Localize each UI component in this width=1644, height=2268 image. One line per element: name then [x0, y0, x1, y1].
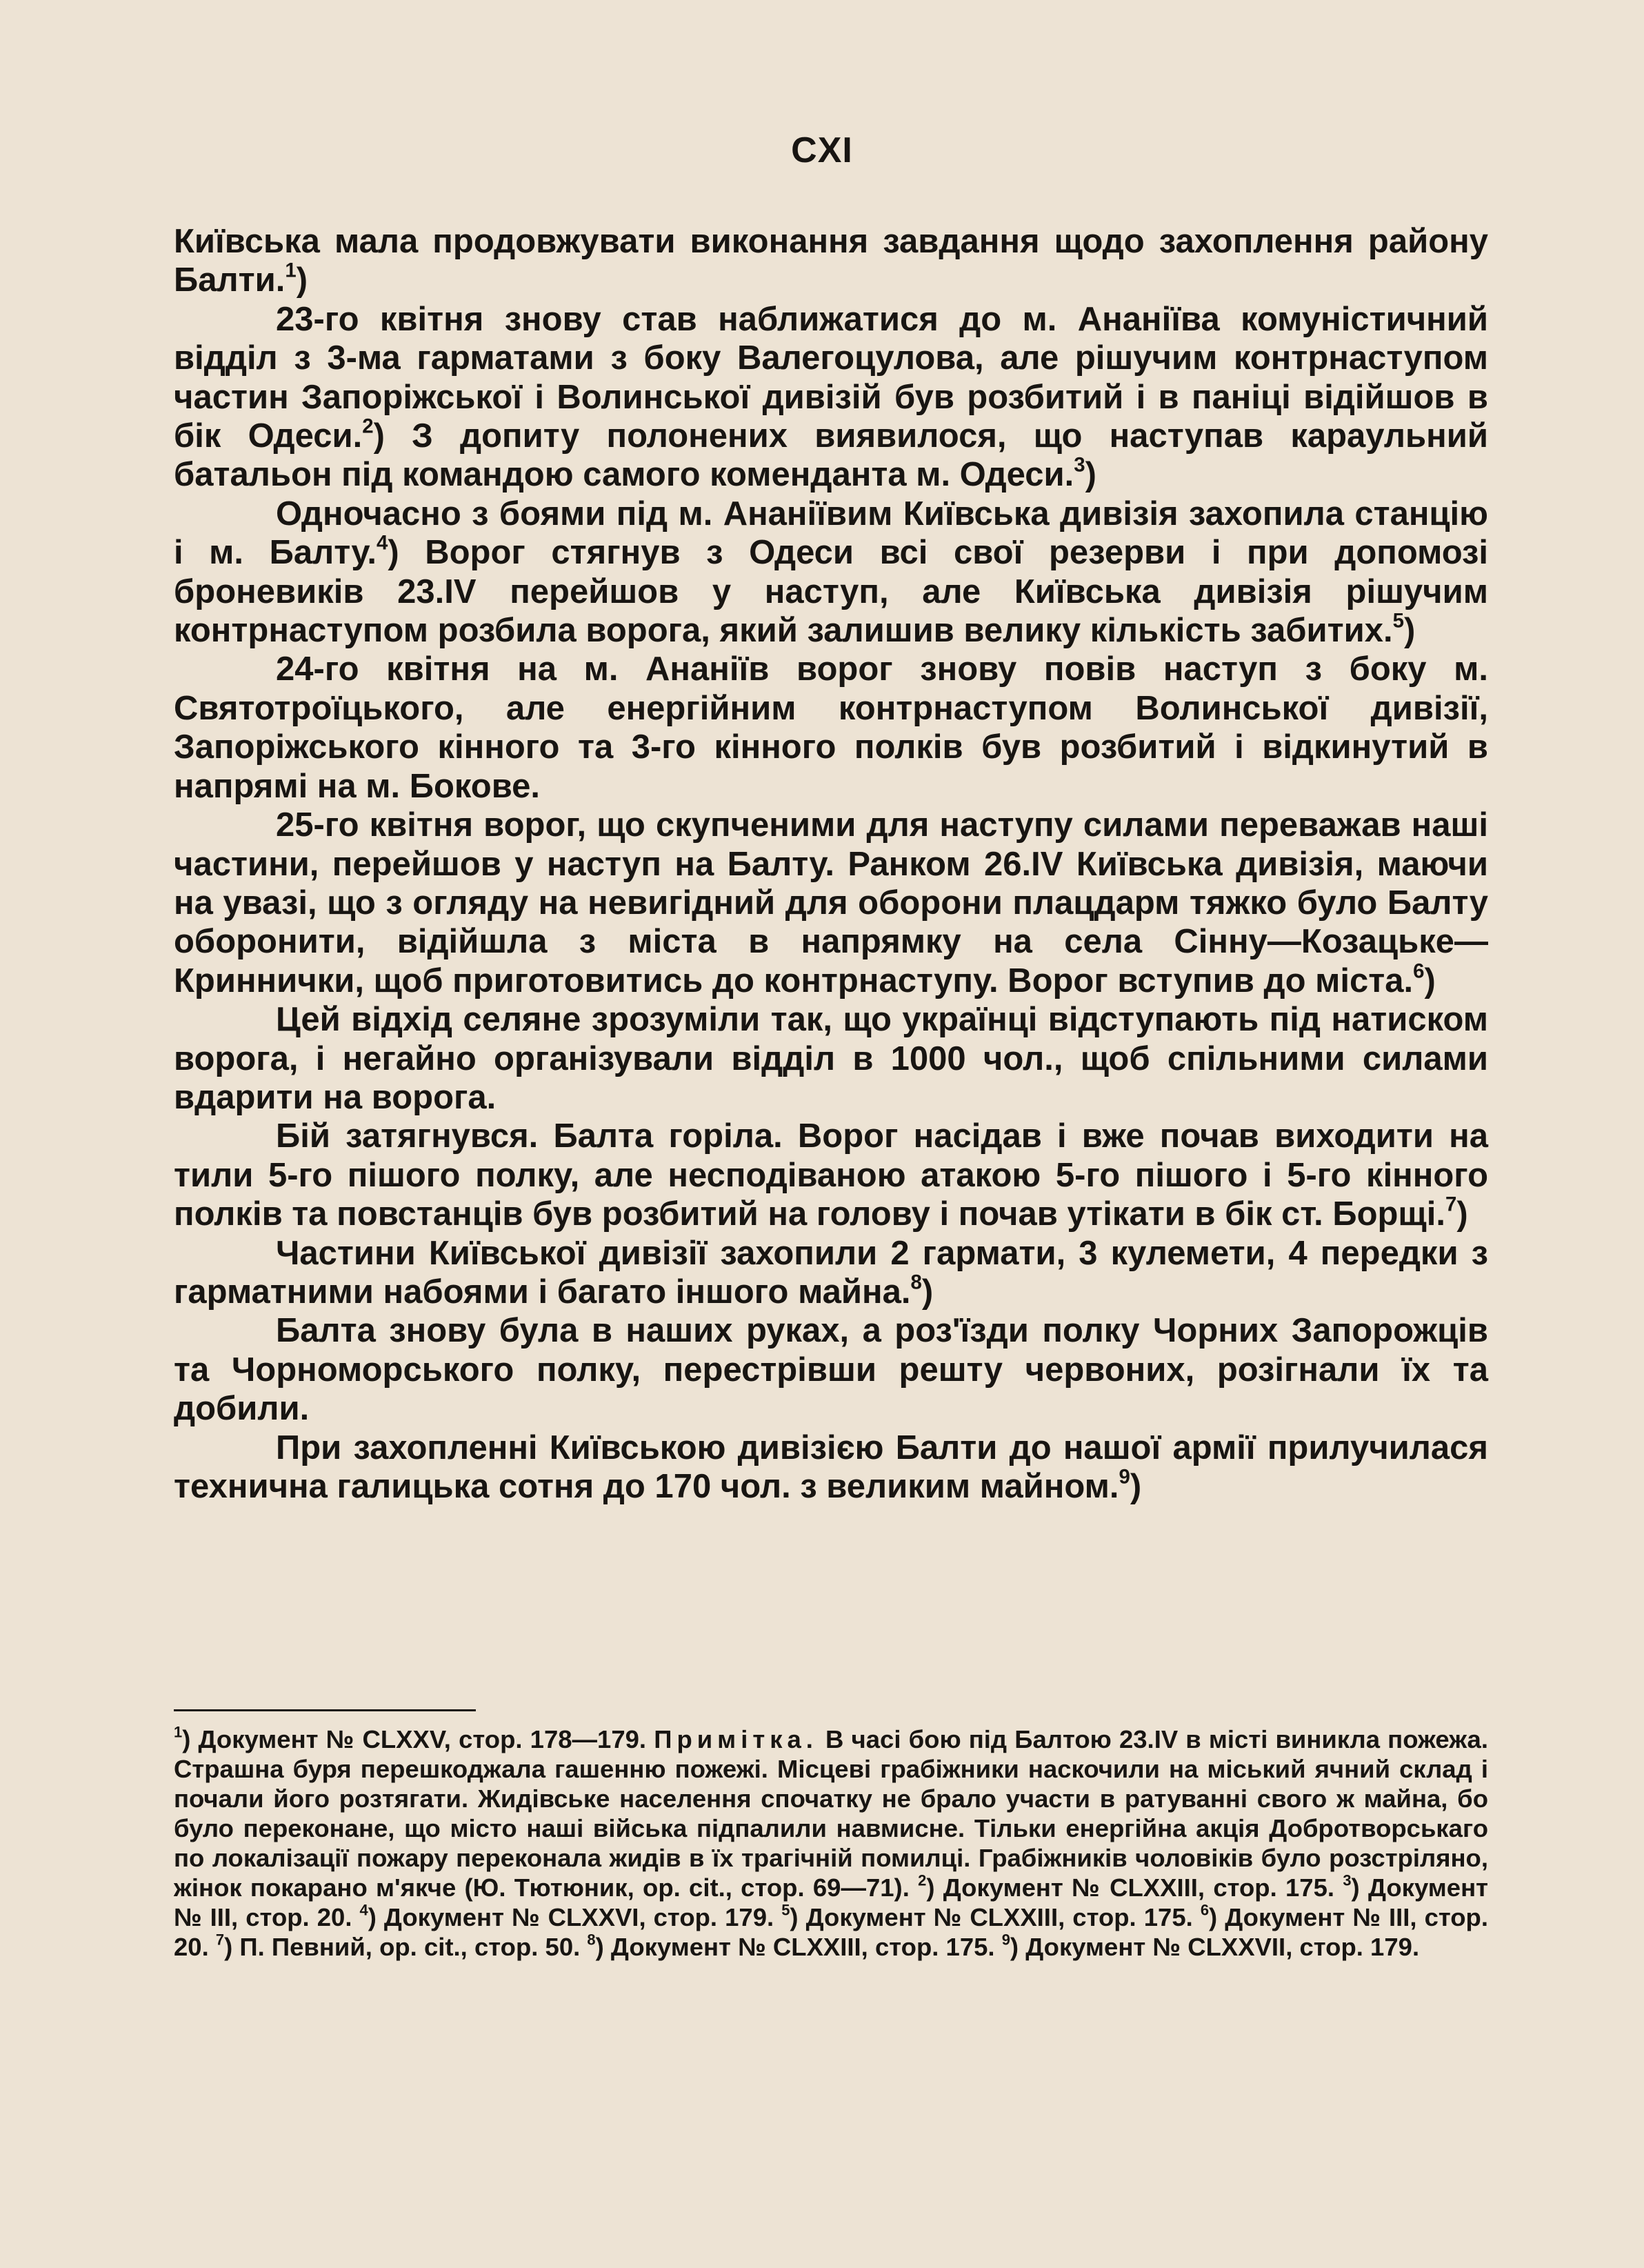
paragraph-3	[174, 495, 1488, 650]
footnote-ref: 6	[1413, 959, 1425, 983]
footnote-divider	[174, 1709, 476, 1711]
footnote-marker: 9	[1001, 1931, 1010, 1949]
footnote-ref: 7	[1445, 1193, 1457, 1216]
footnote-ref: 1	[285, 259, 297, 282]
paragraph-text: )	[1404, 612, 1416, 650]
footnote-text: ) Документ № CLXXIII, стор. 175.	[595, 1933, 1002, 1961]
footnotes-text	[174, 1724, 1488, 1962]
footnote-text: ) Документ № CLXXIII, стор. 175.	[926, 1873, 1343, 1902]
paragraph-text: ) Ворог стягнув з Одеси всі свої резерви і при допомозі броневиків 23.IV перейшов у наступ, але Київська дивізія рішучим контрнаступом розбила ворога, який залишив велику кількість забитих.	[174, 534, 1488, 650]
paragraph-10	[174, 1429, 1488, 1506]
footnote-marker: 3	[1343, 1871, 1352, 1889]
footnote-ref: 8	[910, 1271, 922, 1294]
paragraph-text: ) З допиту полонених виявилося, що наступав караульний батальон під командою самого коменданта м. Одеси.	[174, 417, 1489, 494]
paragraph-text: Київська мала продовжувати виконання завдання щодо захоплення району Балти.	[174, 223, 1488, 299]
footnote-text: В часі бою під Балтою 23.IV в місті виникла пожежа. Страшна буря перешкоджала гашенню пожежі. Місцеві грабіжники наскочили на міський ячний склад і почали його розтягати. Жидівське населення спочатку не брало участи в ратуванні свого ж майна, бо було переконане, що місто наші війська підпалили навмисне. Тільки енергійна акція Добротворськаго по локалізації пожару переконала жидів в їх трагічній помилці. Грабіжників чоловіків було розстріляно, жінок покарано м'якче (Ю. Тютюник, ор. cit., стор. 69—71).	[174, 1725, 1489, 1902]
footnote-note-label: Примітка.	[654, 1725, 818, 1753]
paragraph-text: )	[921, 1273, 934, 1311]
page-number: CXI	[791, 130, 853, 170]
footnote-marker: 7	[215, 1931, 225, 1949]
paragraph-2	[174, 300, 1488, 495]
paragraph-text: )	[296, 261, 308, 299]
paragraph-5	[174, 806, 1488, 1000]
paragraph-6	[174, 1000, 1488, 1117]
paragraph-4	[174, 650, 1488, 806]
main-text	[174, 222, 1488, 1506]
paragraph-text: Балта знову була в наших руках, а роз'їзди полку Чорних Запорожців та Чорноморського полку, перестрівши решту червоних, розігнали їх та добили.	[174, 1312, 1488, 1428]
footnote-text: ) Документ № III, стор. 20.	[174, 1903, 1488, 1961]
paragraph-text: Цей відхід селяне зрозуміли так, що українці відступають під натиском ворога, і негайно організували відділ в 1000 чол., щоб спільними силами вдарити на ворога.	[174, 1001, 1488, 1116]
paragraph-7	[174, 1117, 1488, 1233]
paragraph-text: 23-го квітня знову став наближатися до м. Ананіїва комуністичний відділ з 3-ма гарматами з боку Валегоцулова, але рішучим контрнаступом частин Запоріжської і Волинської дивізій був розбитий і в паніці відійшов в бік Одеси.	[174, 300, 1488, 455]
paragraph-text: При захопленні Київською дивізією Балти до нашої армії прилучилася технична галицька сотня до 170 чол. з великим майном.	[174, 1429, 1488, 1505]
paragraph-text: )	[1456, 1195, 1468, 1233]
footnote-ref: 9	[1119, 1465, 1130, 1489]
footnote-marker: 1	[174, 1723, 183, 1741]
footnote-marker: 8	[587, 1931, 596, 1949]
footnote-marker: 5	[781, 1901, 790, 1919]
paragraph-1	[174, 222, 1488, 300]
footnote-ref: 5	[1392, 609, 1404, 633]
paragraph-text: )	[1424, 962, 1436, 999]
paragraph-text: Частини Київської дивізії захопили 2 гармати, 3 кулемети, 4 передки з гарматними набоями і багато іншого майна.	[174, 1234, 1488, 1311]
footnote-marker: 6	[1200, 1901, 1210, 1919]
footnote-text: ) П. Певний, ор. cit., стор. 50.	[224, 1933, 588, 1961]
footnotes	[174, 1724, 1488, 1962]
paragraph-text: 25-го квітня ворог, що скупченими для наступу силами переважав наші частини, перейшов у наступ на Балту. Ранком 26.IV Київська дивізія, маючи на увазі, що з огляду на невигідний для оборони плацдарм тяжко було Балту оборонити, відійшла з міста в напрямку на села Сінну—Козацьке—Криннички, щоб приготовитись до контрнаступу. Ворог вступив до міста.	[174, 806, 1488, 999]
footnote-ref: 3	[1074, 453, 1085, 477]
paragraph-8	[174, 1234, 1488, 1312]
footnote-ref: 2	[362, 415, 374, 438]
paragraph-text: Одночасно з боями під м. Ананіївим Київська дивізія захопила станцію і м. Балту.	[174, 495, 1488, 572]
footnote-marker: 4	[359, 1901, 368, 1919]
footnote-text: ) Документ № CLXXIII, стор. 175.	[790, 1903, 1201, 1931]
paragraph-9	[174, 1311, 1488, 1428]
footnote-text: ) Документ № III, стор. 20.	[174, 1873, 1488, 1931]
paragraph-text: 24-го квітня на м. Ананіїв ворог знову повів наступ з боку м. Святотроїцького, але енергійним контрнаступом Волинської дивізії, Запоріжського кінного та 3-го кінного полків був розбитий і відкинутий в напрямі на м. Бокове.	[174, 650, 1488, 805]
footnote-text: ) Документ № CLXXV, стор. 178—179.	[182, 1725, 654, 1753]
paragraph-text: )	[1085, 456, 1096, 494]
footnote-text: ) Документ № CLXXVII, стор. 179.	[1010, 1933, 1420, 1961]
footnote-text: ) Документ № CLXXVI, стор. 179.	[368, 1903, 782, 1931]
paragraph-text: Бій затягнувся. Балта горіла. Ворог насідав і вже почав виходити на тили 5-го пішого полку, але несподіваною атакою 5-го пішого і 5-го кінного полків та повстанців був розбитий на голову і почав утікати в бік ст. Борщі.	[174, 1117, 1488, 1233]
paragraph-text: )	[1130, 1468, 1142, 1505]
footnote-marker: 2	[918, 1871, 927, 1889]
footnote-ref: 4	[376, 531, 388, 555]
